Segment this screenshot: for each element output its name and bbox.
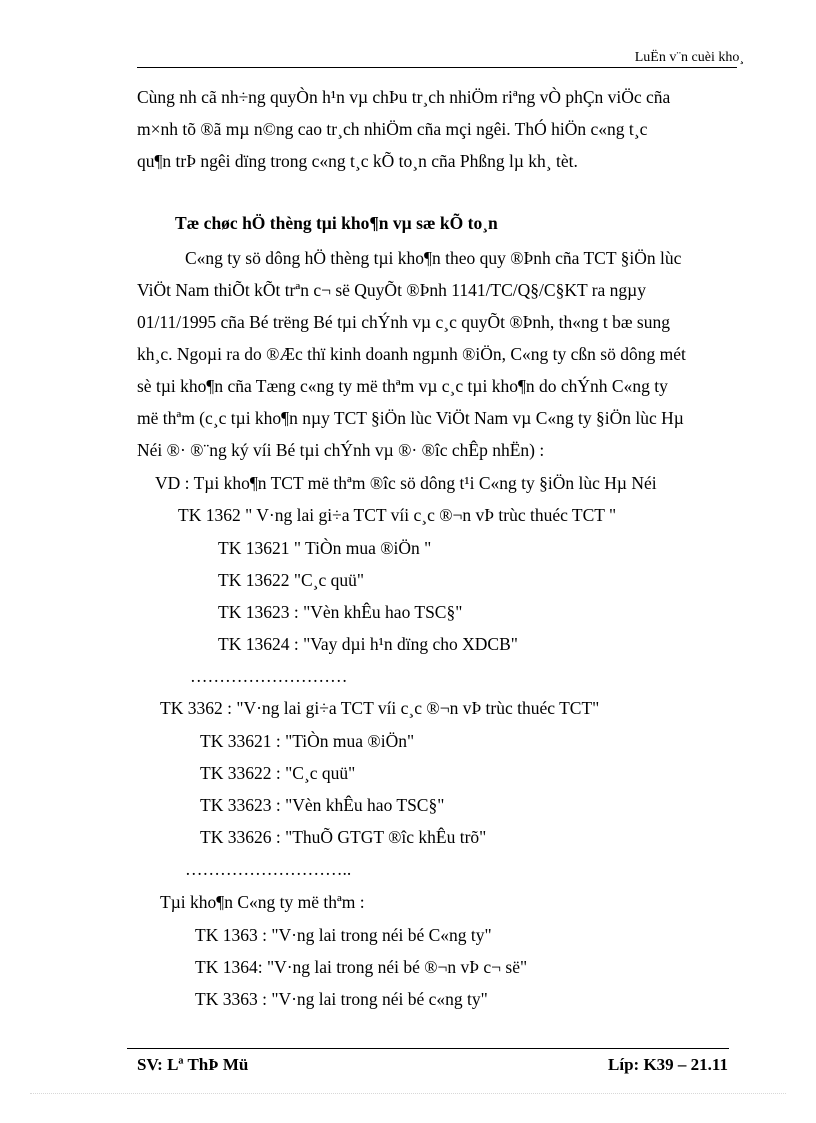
- tk1362-item: TK 13622 "C¸c quü": [218, 570, 365, 590]
- section-heading: Tæ chøc hÖ thèng tµi kho¶n vµ sæ kÕ to¸n: [175, 213, 498, 233]
- company-account-item: TK 1364: "V·ng lai trong néi bé ®¬n vÞ c¬ së": [195, 957, 528, 977]
- company-account-item: TK 3363 : "V·ng lai trong néi bé c«ng ty": [195, 989, 488, 1009]
- paragraph-2-line-3: 01/11/1995 cña Bé trëng Bé tµi chÝnh vµ c¸c quyÕt ®Þnh, th«ng t bæ sung: [137, 312, 670, 332]
- tk1362-item: TK 13624 : "Vay dµi h¹n dïng cho XDCB": [218, 634, 518, 654]
- paragraph-1-line-2: m×nh tõ ®ã mµ n©ng cao tr¸ch nhiÖm cña mçi ngêi. ThÓ hiÖn c«ng t¸c: [137, 119, 648, 139]
- tk3362-title: TK 3362 : "V·ng lai gi÷a TCT víi c¸c ®¬n vÞ trùc thuéc TCT": [160, 698, 600, 718]
- company-account-item: TK 1363 : "V·ng lai trong néi bé C«ng ty": [195, 925, 492, 945]
- footer-student: SV: Lª ThÞ Mü: [137, 1055, 249, 1074]
- footer-class: Líp: K39 – 21.11: [608, 1055, 728, 1074]
- header-title: LuËn v¨n cuèi kho¸: [634, 50, 744, 65]
- tk1362-ellipsis: ………………………: [190, 666, 348, 686]
- tk3362-item: TK 33626 : "ThuÕ GTGT ®îc khÊu trõ": [200, 827, 487, 847]
- paragraph-2-line-5: sè tµi kho¶n cña Tæng c«ng ty më thªm vµ c¸c tµi kho¶n do chÝnh C«ng ty: [137, 376, 668, 396]
- tk1362-title: TK 1362 " V·ng lai gi÷a TCT víi c¸c ®¬n vÞ trùc thuéc TCT ": [178, 505, 617, 525]
- tk1362-item: TK 13621 " TiÒn mua ®iÖn ": [218, 538, 432, 558]
- tk3362-item: TK 33623 : "Vèn khÊu hao TSC§": [200, 795, 445, 815]
- paragraph-2-line-2: ViÖt Nam thiÕt kÕt trªn c¬ së QuyÕt ®Þnh 1141/TC/Q§/C§KT ra ngµy: [137, 280, 647, 300]
- paragraph-1-line-3: qu¶n trÞ ngêi dïng trong c«ng t¸c kÕ to¸n cña Phßng lµ kh¸ tèt.: [137, 151, 578, 171]
- header-divider: [137, 67, 737, 68]
- tk3362-ellipsis: ………………………..: [185, 859, 352, 879]
- paragraph-2-line-7: Néi ®· ®¨ng ký víi Bé tµi chÝnh vµ ®· ®îc chÊp nhËn) :: [137, 440, 545, 460]
- company-accounts-title: Tµi kho¶n C«ng ty më thªm :: [160, 892, 365, 912]
- tk3362-item: TK 33622 : "C¸c quü": [200, 763, 356, 783]
- page-bottom-border: [30, 1093, 786, 1094]
- tk3362-item: TK 33621 : "TiÒn mua ®iÖn": [200, 731, 415, 751]
- paragraph-2-line-1: C«ng ty sö dông hÖ thèng tµi kho¶n theo quy ®Þnh cña TCT §iÖn lùc: [185, 248, 682, 268]
- paragraph-2-line-4: kh¸c. Ngoµi ra do ®Æc thï kinh doanh ngµnh ®iÖn, C«ng ty cßn sö dông mét: [137, 344, 686, 364]
- paragraph-1-line-1: Cùng nh cã nh÷ng quyÒn h¹n vµ chÞu tr¸ch nhiÖm riªng vÒ phÇn viÖc cña: [137, 87, 671, 107]
- paragraph-2-line-6: më thªm (c¸c tµi kho¶n nµy TCT §iÖn lùc ViÖt Nam vµ C«ng ty §iÖn lùc Hµ: [137, 408, 684, 428]
- example-line: VD : Tµi kho¶n TCT më thªm ®îc sö dông t¹i C«ng ty §iÖn lùc Hµ Néi: [155, 473, 657, 493]
- footer-divider: [127, 1048, 729, 1049]
- tk1362-item: TK 13623 : "Vèn khÊu hao TSC§": [218, 602, 463, 622]
